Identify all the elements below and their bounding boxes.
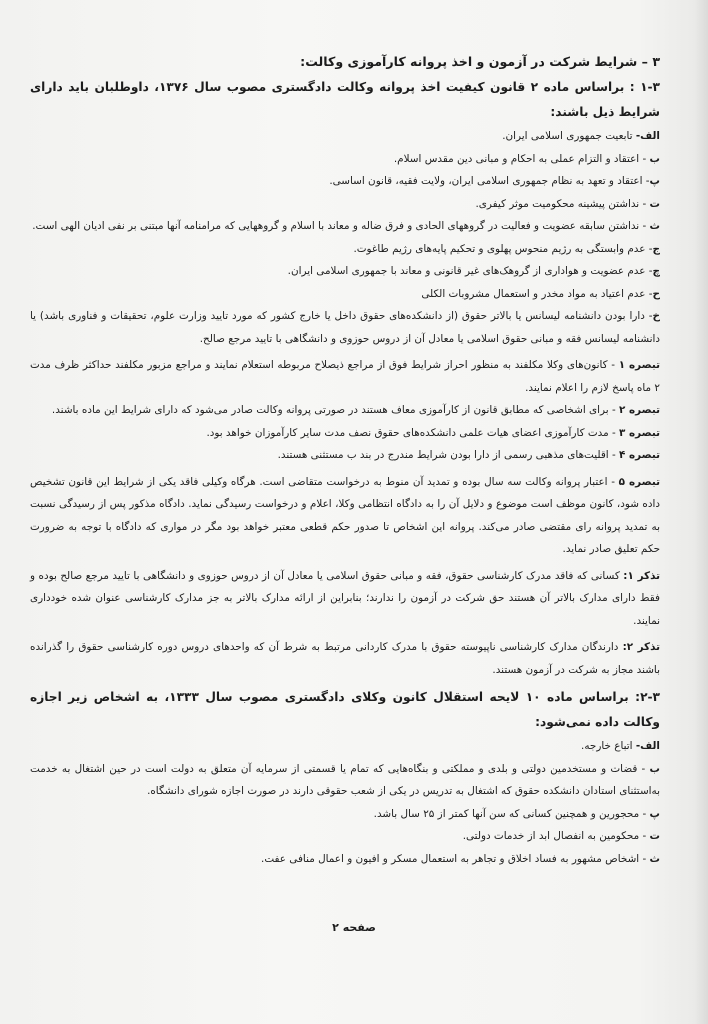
condition-text: - عدم اعتیاد به مواد مخدر و استعمال مشروبات الکلی [421, 287, 653, 300]
exclusion-item [30, 735, 660, 758]
note-text: - کانون‌های وکلا مکلفند به منظور احراز شرایط فوق از مراجع ذیصلاح مربوطه استعلام نمایند و مراجع مزبور مکلفند حداکثر ظرف مدت ۲ ماه پاسخ لازم را اعلام نمایند. [30, 359, 660, 394]
condition-item [30, 283, 660, 306]
subsection-title-2: ۲-۳: براساس ماده ۱۰ لایحه استقلال کانون وکلای دادگستری مصوب سال ۱۳۳۳، به اشخاص زیر اجازه وکالت داده نمی‌شود: [30, 690, 660, 729]
exclusion-label: پ [649, 807, 660, 820]
page-number: صفحه ۲ [332, 921, 376, 934]
condition-label: الف- [635, 130, 660, 142]
condition-label: ت [649, 197, 660, 210]
condition-label: پ [649, 175, 660, 187]
exclusion-label: الف- [635, 740, 660, 752]
condition-item [30, 260, 660, 283]
condition-label: ب [649, 152, 660, 165]
reminder-label: تذکر ۲: [622, 641, 660, 653]
exclusion-text: - قضات و مستخدمین دولتی و بلدی و مملکتی و بنگاه‌هایی که تمام یا قسمتی از سرمایه آن متعلق به دولت است در حین اشتغال به خدمت به‌استثنای استادان دانشکده حقوق که اشتغال به تدریس در یکی از شعب حقوقی دارند در صورت اجازه شورای دانشگاه. [30, 762, 660, 797]
condition-label: ح [652, 287, 660, 300]
exclusion-item [30, 758, 660, 803]
condition-label: ج [652, 242, 660, 255]
exclusion-label: ت [649, 830, 660, 842]
note-item [30, 399, 660, 422]
exclusion-item [30, 803, 660, 826]
exclusion-item [30, 825, 660, 848]
exclusion-text: - محکومین به انفصال ابد از خدمات دولتی. [462, 830, 650, 842]
note-item [30, 422, 660, 445]
reminder-text: دارندگان مدارک کارشناسی ناپیوسته حقوق با مدرک کاردانی مرتبط به شرط آن که واحدهای دروس دوره کارشناسی حقوق را گذرانده باشند مجاز به شرکت در آزمون هستند. [30, 641, 660, 676]
exclusion-text: - محجورین و همچنین کسانی که سن آنها کمتر از ۲۵ سال باشد. [373, 807, 650, 820]
condition-text: - دارا بودن دانشنامه لیسانس یا بالاتر حقوق (از دانشکده‌های حقوق داخل یا خارج کشور که مورد تایید وزارت علوم، تحقیقات و فناوری باشد) یا دانشنامه لیسانس فقه و مبانی حقوق اسلامی یا معادل آن از دروس حوزوی و دانشگاهی با تایید مرجع صالح. [30, 310, 660, 345]
reminder-text: کسانی که فاقد مدرک کارشناسی حقوق، فقه و مبانی حقوق اسلامی یا معادل آن از دروس حوزوی و دانشگاهی با تایید مرجع صالح بوده و فقط دارای مدارک بالاتر آن هستند حق شرکت در آزمون را ندارند؛ بنابراین از ارائه مدارک بالاتر به جز مدارک کارشناسی عنوان شده خودداری نمایند. [30, 569, 660, 627]
exclusion-text: اتباع خارجه. [581, 740, 636, 752]
page-edge-shadow [694, 0, 708, 1024]
condition-text: - نداشتن پیشینه محکومیت موثر کیفری. [475, 197, 650, 210]
condition-text: تابعیت جمهوری اسلامی ایران. [502, 130, 636, 142]
condition-item [30, 193, 660, 216]
condition-text: - نداشتن سابقه عضویت و فعالیت در گروههای الحادی و فرق ضاله و معاند با اسلام و گروههایی که مرامنامه آنها مبتنی بر نفی ادیان الهی است. [32, 220, 650, 232]
condition-item [30, 148, 660, 171]
note-text: - مدت کارآموزی اعضای هیات علمی دانشکده‌های حقوق نصف مدت سایر کارآموزان خواهد بود. [206, 426, 620, 439]
reminder-item [30, 636, 660, 681]
condition-label: خ [652, 310, 660, 322]
subsection-title-1: ۱-۳ : براساس ماده ۲ قانون کیفیت اخذ پروانه وکالت دادگستری مصوب سال ۱۳۷۶، داوطلبان باید دارای شرایط ذیل باشند: [30, 80, 660, 119]
section-title: ۳ – شرایط شرکت در آزمون و اخذ پروانه کارآموزی وکالت: [300, 54, 660, 69]
note-label: تبصره ۴ [619, 449, 660, 461]
note-item [30, 471, 660, 561]
condition-item [30, 238, 660, 261]
condition-text: - عدم عضویت و هواداری از گروهک‌های غیر قانونی و معاند با جمهوری اسلامی ایران. [287, 265, 653, 277]
condition-label: چ [652, 265, 660, 277]
exclusion-item [30, 848, 660, 871]
condition-item [30, 305, 660, 350]
note-label: تبصره ۵ [618, 475, 660, 488]
note-label: تبصره ۲ [619, 404, 660, 416]
condition-text: - اعتقاد و التزام عملی به احکام و مبانی دین مقدس اسلام. [393, 152, 650, 165]
condition-item [30, 215, 660, 238]
condition-item [30, 170, 660, 193]
reminder-label: تذکر ۱: [623, 569, 661, 582]
note-item [30, 354, 660, 399]
note-label: تبصره ۱ [618, 359, 660, 371]
note-item [30, 444, 660, 467]
note-text: - اقلیت‌های مذهبی رسمی از دارا بودن شرایط مندرج در بند ب مستثنی هستند. [277, 449, 620, 461]
note-text: - برای اشخاصی که مطابق قانون از کارآموزی معاف هستند در صورتی پروانه وکالت صادر می‌شود که دارای شرایط این ماده باشند. [51, 404, 620, 416]
reminder-item [30, 565, 660, 633]
exclusion-label: ب [649, 762, 660, 775]
exclusion-label: ث [649, 852, 660, 865]
document-body [30, 50, 660, 870]
condition-text: - اعتقاد و تعهد به نظام جمهوری اسلامی ایران، ولایت فقیه، قانون اساسی. [329, 175, 650, 187]
condition-label: ث [649, 220, 660, 232]
note-label: تبصره ۳ [619, 426, 660, 439]
exclusion-text: - اشخاص مشهور به فساد اخلاق و تجاهر به استعمال مسکر و افیون و اعمال منافی عفت. [261, 852, 650, 865]
note-text: - اعتبار پروانه وکالت سه سال بوده و تمدید آن منوط به درخواست متقاضی است. هرگاه وکیلی فاقد یکی از شرایط این قانون تشخیص داده شود، کانون موظف است موضوع و دلایل آن را به دادگاه انتظامی وکلا، اعلام و درخواست رسیدگی نماید. دادگاه مذکور پس از رسیدگی نسبت به تمدید پروانه رای مقتضی صادر می‌کند. پروانه این اشخاص تا صدور حکم قطعی معتبر خواهد بود مگر در مواری که دادگاه با توجه به ضرورت حکم تعلیق صادر نماید. [30, 475, 660, 555]
condition-item [30, 125, 660, 148]
condition-text: - عدم وابستگی به رژیم منحوس پهلوی و تحکیم پایه‌های رژیم طاغوت. [353, 242, 653, 255]
